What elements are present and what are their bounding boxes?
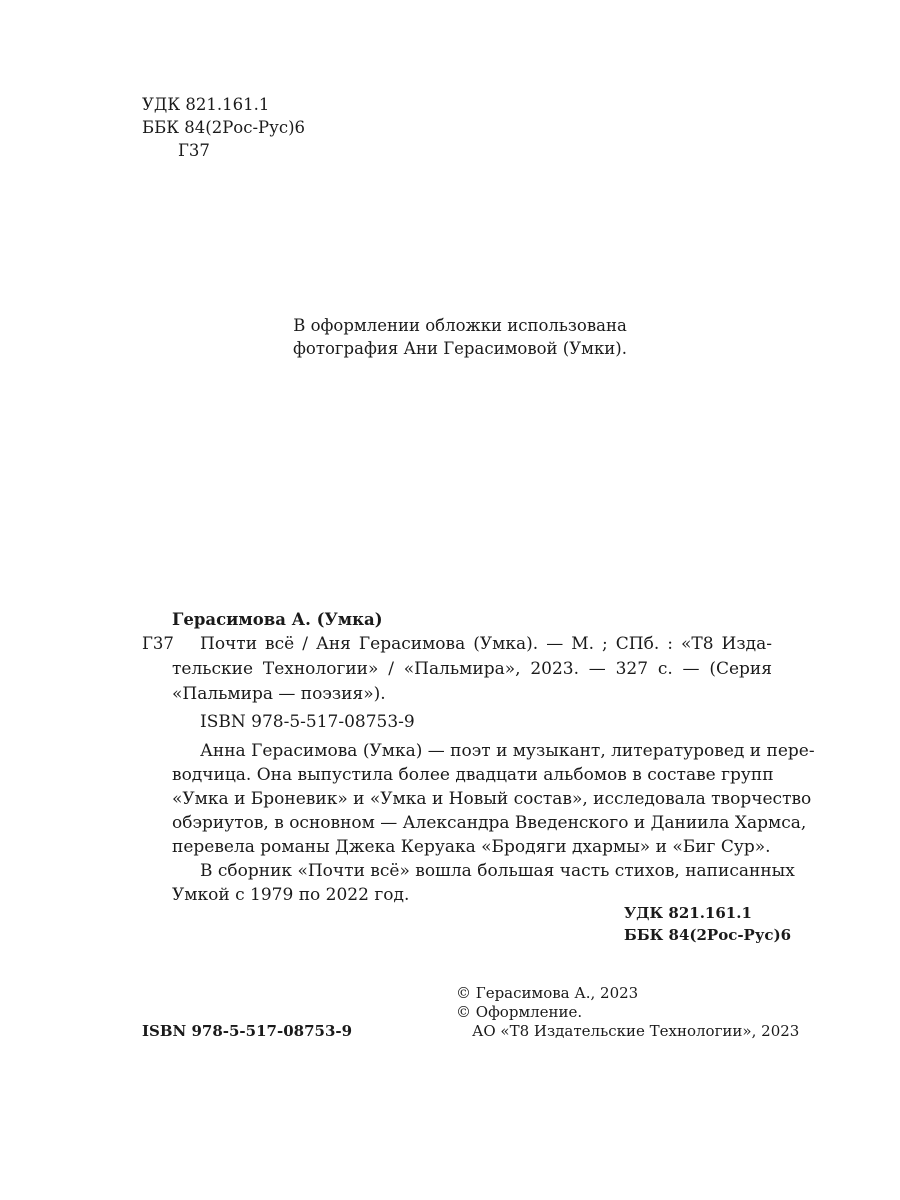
author-heading: Герасимова А. (Умка) bbox=[172, 610, 383, 629]
udk-code-bottom: УДК 821.161.1 bbox=[624, 904, 752, 922]
isbn-bottom: ISBN 978-5-517-08753-9 bbox=[142, 1022, 353, 1040]
annotation-line-7: Умкой с 1979 по 2022 год. bbox=[172, 885, 410, 905]
cover-note-line-1: В оформлении обложки использована bbox=[293, 316, 627, 335]
udk-code-top: УДК 821.161.1 bbox=[142, 95, 270, 114]
annotation-line-6: В сборник «Почти всё» вошла большая часть стихов, написанных bbox=[200, 861, 795, 881]
annotation-line-5: перевела романы Джека Керуака «Бродяги дхармы» и «Биг Сур». bbox=[172, 837, 771, 857]
title-line-2: тельские Технологии» / «Пальмира», 2023. — 327 с. — (Серия bbox=[172, 659, 772, 679]
catalog-sign: Г37 bbox=[142, 634, 174, 653]
bbk-code-top: ББК 84(2Рос-Рус)6 bbox=[142, 118, 306, 137]
annotation-line-3: «Умка и Броневик» и «Умка и Новый состав», исследовала творчество bbox=[172, 789, 812, 809]
annotation-line-4: обэриутов, в основном — Александра Введенского и Даниила Хармса, bbox=[172, 813, 807, 833]
title-line-3: «Пальмира — поэзия»). bbox=[172, 684, 386, 704]
copyright-line-1: © Герасимова А., 2023 bbox=[456, 984, 639, 1002]
isbn-line: ISBN 978-5-517-08753-9 bbox=[200, 712, 415, 732]
copyright-line-3: АО «Т8 Издательские Технологии», 2023 bbox=[472, 1022, 800, 1040]
author-sign-top: Г37 bbox=[178, 141, 210, 160]
bbk-code-bottom: ББК 84(2Рос-Рус)6 bbox=[624, 926, 792, 944]
copyright-line-2: © Оформление. bbox=[456, 1003, 583, 1021]
cover-note-line-2: фотография Ани Герасимовой (Умки). bbox=[292, 339, 627, 358]
title-line-1: Почти всё / Аня Герасимова (Умка). — М. ; СПб. : «Т8 Изда- bbox=[200, 634, 772, 654]
annotation-line-1: Анна Герасимова (Умка) — поэт и музыкант, литературовед и пере- bbox=[200, 741, 815, 761]
annotation-line-2: водчица. Она выпустила более двадцати альбомов в составе групп bbox=[172, 765, 774, 785]
